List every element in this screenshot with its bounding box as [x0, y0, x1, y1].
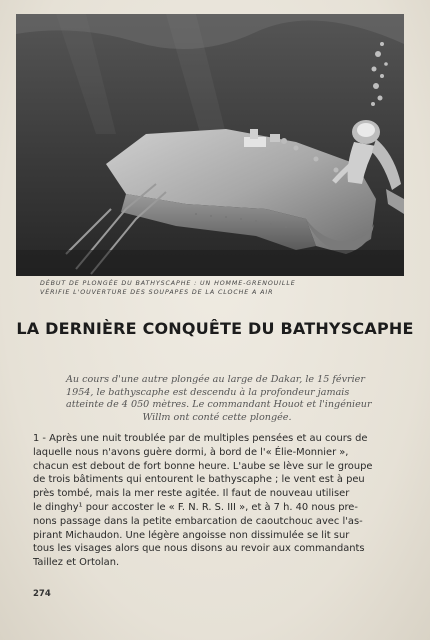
photo-illustration — [16, 14, 404, 276]
body-line: pirant Michaudon. Une légère angoisse non dissimulée se lit sur — [33, 529, 350, 541]
intro-paragraph — [66, 374, 372, 424]
body-line: Taillez et Ortolan. — [33, 557, 120, 569]
body-line: le dinghy¹ pour accoster le « F. N. R. S. III », et à 7 h. 40 nous pre- — [33, 501, 358, 513]
bathyscaphe-photo — [16, 14, 404, 276]
body-line: tous les visages alors que nous disons au revoir aux commandants — [33, 543, 365, 555]
body-line: 1 - Après une nuit troublée par de multiples pensées et au cours de — [33, 433, 368, 444]
intro-line: Au cours d'une autre plongée au large de Dakar, le 15 février — [66, 374, 365, 385]
caption-line-1: DÉBUT DE PLONGÉE DU BATHYSCAPHE : UN HOMME-GRENOUILLE — [40, 280, 296, 287]
photo-caption — [40, 279, 380, 297]
body-paragraph — [33, 432, 395, 570]
intro-line: Willm ont conté cette plongée. — [142, 411, 292, 423]
intro-line: 1954, le bathyscaphe est descendu à la profondeur jamais — [66, 386, 350, 398]
caption-line-2: VÉRIFIE L'OUVERTURE DES SOUPAPES DE LA CLOCHE A AIR — [40, 289, 274, 296]
chapter-title: LA DERNIÈRE CONQUÊTE DU BATHYSCAPHE — [16, 319, 414, 338]
body-line: chacun est debout de fort bonne heure. L'aube se lève sur le groupe — [33, 460, 373, 472]
intro-line: atteinte de 4 050 mètres. Le commandant Houot et l'ingénieur — [66, 399, 372, 411]
body-line: de trois bâtiments qui entourent le bathyscaphe ; le vent est à peu — [33, 474, 365, 486]
body-line: près tombé, mais la mer reste agitée. Il faut de nouveau utiliser — [33, 488, 350, 500]
page-number: 274 — [33, 589, 51, 599]
body-line: nons passage dans la petite embarcation de caoutchouc avec l'as- — [33, 515, 363, 527]
body-line: laquelle nous n'avons guère dormi, à bord de l'« Élie-Monnier », — [33, 446, 349, 458]
